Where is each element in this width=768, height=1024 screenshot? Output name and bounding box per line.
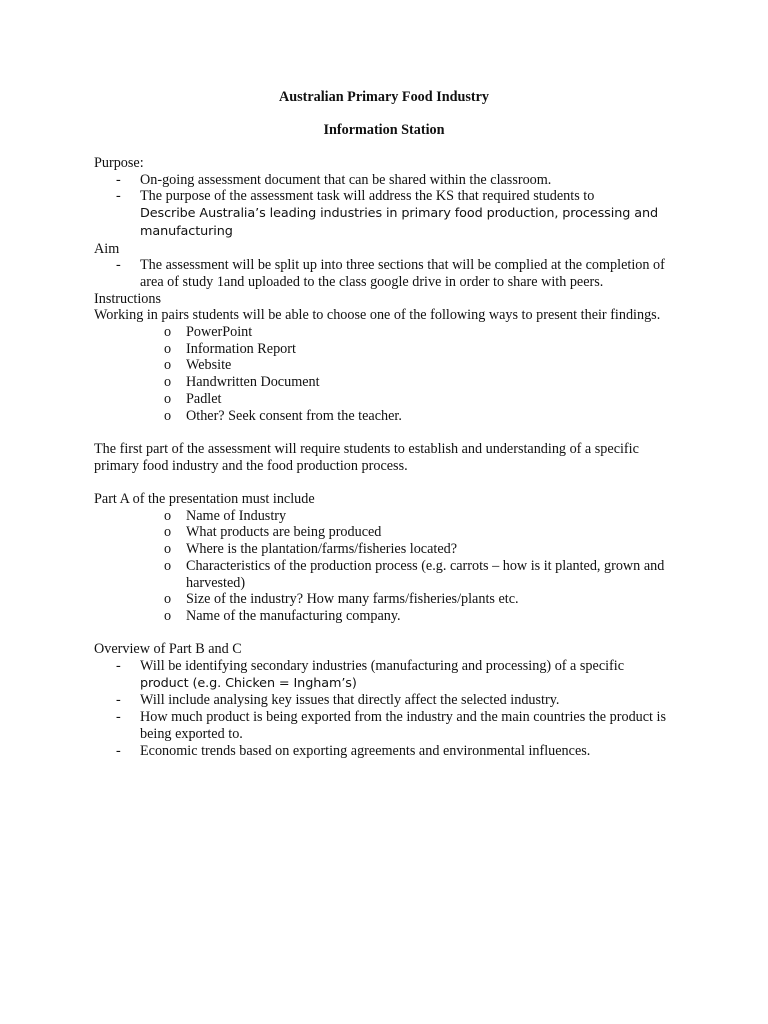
part-a-heading: Part A of the presentation must include bbox=[94, 491, 315, 508]
part-a-item-6: Name of the manufacturing company. bbox=[186, 607, 401, 624]
dash-marker: - bbox=[116, 709, 121, 726]
list-item bbox=[94, 257, 684, 290]
list-item bbox=[94, 508, 684, 525]
dash-marker: - bbox=[116, 171, 121, 188]
list-item bbox=[94, 558, 684, 591]
option-website: Website bbox=[186, 357, 232, 374]
part-a-item-1: Name of Industry bbox=[186, 507, 287, 524]
part-a-item-5: Size of the industry? How many farms/fisheries/plants etc. bbox=[186, 591, 519, 608]
option-powerpoint: PowerPoint bbox=[186, 324, 253, 341]
overview-heading: Overview of Part B and C bbox=[94, 641, 242, 658]
dash-marker: - bbox=[116, 257, 121, 274]
bullet-marker: o bbox=[164, 591, 172, 608]
overview-item-4: Economic trends based on exporting agreements and environmental influences. bbox=[140, 742, 591, 759]
bullet-marker: o bbox=[164, 357, 172, 374]
list-item bbox=[94, 357, 684, 374]
bullet-marker: o bbox=[164, 407, 172, 424]
bullet-marker: o bbox=[164, 507, 172, 524]
purpose-heading: Purpose: bbox=[94, 155, 144, 171]
bullet-marker: o bbox=[164, 390, 172, 407]
instructions-heading: Instructions bbox=[94, 290, 161, 307]
bullet-marker: o bbox=[164, 607, 172, 624]
bullet-marker: o bbox=[164, 524, 172, 541]
overview-item-1: Will be identifying secondary industries (manufacturing and processing) of a specific bbox=[140, 658, 625, 675]
document-body bbox=[94, 155, 684, 759]
option-handwritten-document: Handwritten Document bbox=[186, 374, 320, 391]
list-item bbox=[94, 608, 684, 625]
spacer bbox=[94, 424, 684, 441]
document-title: Australian Primary Food Industry bbox=[278, 89, 490, 105]
bullet-marker: o bbox=[164, 324, 172, 341]
instructions-intro: Working in pairs students will be able to choose one of the following ways to present their findings. bbox=[94, 307, 661, 324]
list-item bbox=[94, 324, 684, 341]
overview-item-1-continuation: product (e.g. Chicken = Ingham’s) bbox=[140, 675, 357, 691]
dash-marker: - bbox=[116, 188, 121, 205]
option-other: Other? Seek consent from the teacher. bbox=[186, 407, 402, 424]
list-item bbox=[94, 709, 684, 742]
spacer bbox=[94, 474, 684, 491]
purpose-item-2: The purpose of the assessment task will address the KS that required students to bbox=[140, 188, 595, 205]
aim-heading: Aim bbox=[94, 240, 120, 257]
list-item bbox=[94, 408, 684, 425]
dash-marker: - bbox=[116, 742, 121, 759]
overview-item-2: Will include analysing key issues that directly affect the selected industry. bbox=[140, 692, 560, 709]
option-information-report: Information Report bbox=[186, 340, 296, 357]
first-part-paragraph: The first part of the assessment will require students to establish and understanding of a specific primary food industry and the food production process. bbox=[94, 440, 639, 474]
list-item bbox=[94, 341, 684, 358]
dash-marker: - bbox=[116, 692, 121, 709]
purpose-item-2-continuation: Describe Australia’s leading industries in primary food production, processing and manufacturing bbox=[140, 206, 658, 239]
list-item bbox=[94, 172, 684, 189]
spacer bbox=[94, 625, 684, 642]
bullet-marker: o bbox=[164, 340, 172, 357]
list-item bbox=[94, 524, 684, 541]
bullet-marker: o bbox=[164, 541, 172, 558]
purpose-item-1: On-going assessment document that can be shared within the classroom. bbox=[140, 171, 552, 188]
bullet-marker: o bbox=[164, 557, 172, 574]
part-a-item-4: Characteristics of the production process (e.g. carrots – how is it planted, grown and harvested) bbox=[186, 557, 665, 591]
list-item bbox=[94, 391, 684, 408]
document-subtitle: Information Station bbox=[323, 122, 445, 138]
list-item bbox=[94, 541, 684, 558]
aim-item-1: The assessment will be split up into three sections that will be complied at the completion of area of study 1and uploaded to the class google drive in order to share with peers. bbox=[140, 257, 665, 290]
list-item bbox=[94, 743, 684, 760]
list-item bbox=[94, 658, 684, 692]
list-item bbox=[94, 591, 684, 608]
list-item bbox=[94, 374, 684, 391]
dash-marker: - bbox=[116, 658, 121, 675]
part-a-item-2: What products are being produced bbox=[186, 524, 382, 541]
list-item bbox=[94, 188, 684, 240]
bullet-marker: o bbox=[164, 374, 172, 391]
option-padlet: Padlet bbox=[186, 390, 222, 407]
part-a-item-3: Where is the plantation/farms/fisheries located? bbox=[186, 541, 458, 558]
list-item bbox=[94, 692, 684, 709]
overview-item-3: How much product is being exported from the industry and the main countries the product is being exported to. bbox=[140, 709, 667, 742]
